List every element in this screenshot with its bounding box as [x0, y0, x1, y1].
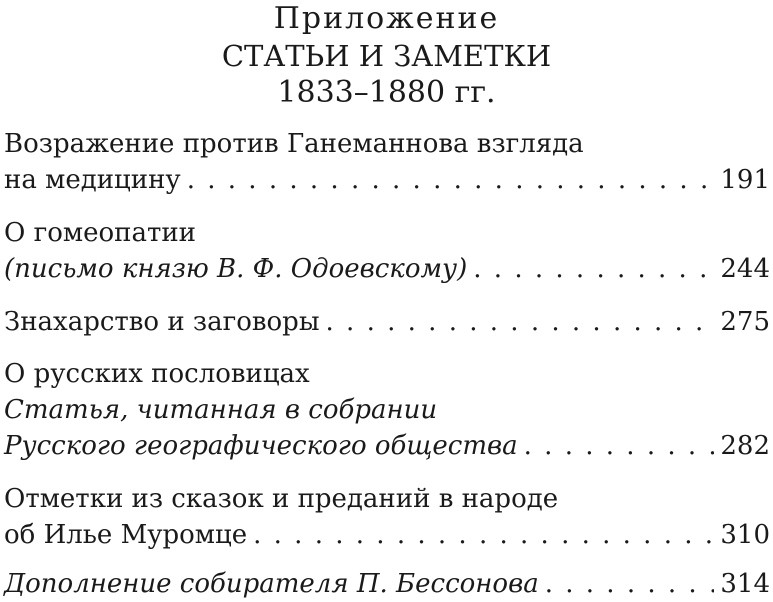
page-number: 310	[720, 520, 770, 550]
toc-entry-line: Отметки из сказок и преданий в народе	[4, 484, 559, 514]
toc-entry[interactable]	[4, 163, 770, 197]
toc-entry-title: на медицину	[4, 165, 181, 195]
toc-entry-line: О гомеопатии	[4, 218, 196, 248]
dot-leader	[187, 163, 715, 197]
toc-entry-title: (письмо князю В. Ф. Одоевскому)	[4, 254, 468, 284]
page-number: 244	[720, 254, 770, 284]
toc-entry[interactable]	[4, 518, 770, 552]
toc-entry-title: Знахарство и заговоры	[4, 307, 320, 337]
dot-leader	[253, 518, 714, 552]
section-years: 1833–1880 гг.	[277, 75, 496, 110]
toc-entry[interactable]	[4, 567, 770, 601]
toc-entry-line: О русских пословицах	[4, 359, 310, 389]
page-number: 191	[720, 165, 770, 195]
page-number: 275	[720, 307, 770, 337]
toc-entry[interactable]	[4, 305, 770, 339]
dot-leader	[545, 567, 715, 601]
toc-entry-title: об Илье Муромце	[4, 520, 248, 550]
dot-leader	[524, 429, 715, 463]
toc-entry-line: Возражение против Ганеманнова взгляда	[4, 129, 584, 159]
dot-leader	[326, 305, 715, 339]
section-title: СТАТЬИ И ЗАМЕТКИ	[221, 39, 552, 73]
dot-leader	[473, 252, 714, 286]
page-number: 314	[720, 569, 770, 599]
toc-entry[interactable]	[4, 252, 770, 286]
page-number: 282	[720, 431, 770, 461]
toc-entry-title: Дополнение собирателя П. Бессонова	[4, 569, 539, 599]
appendix-label: Приложение	[273, 1, 500, 36]
toc-entry-line: Статья, читанная в собрании	[4, 395, 438, 425]
toc-entry-title: Русского географического общества	[4, 431, 518, 461]
toc-entry[interactable]	[4, 429, 770, 463]
